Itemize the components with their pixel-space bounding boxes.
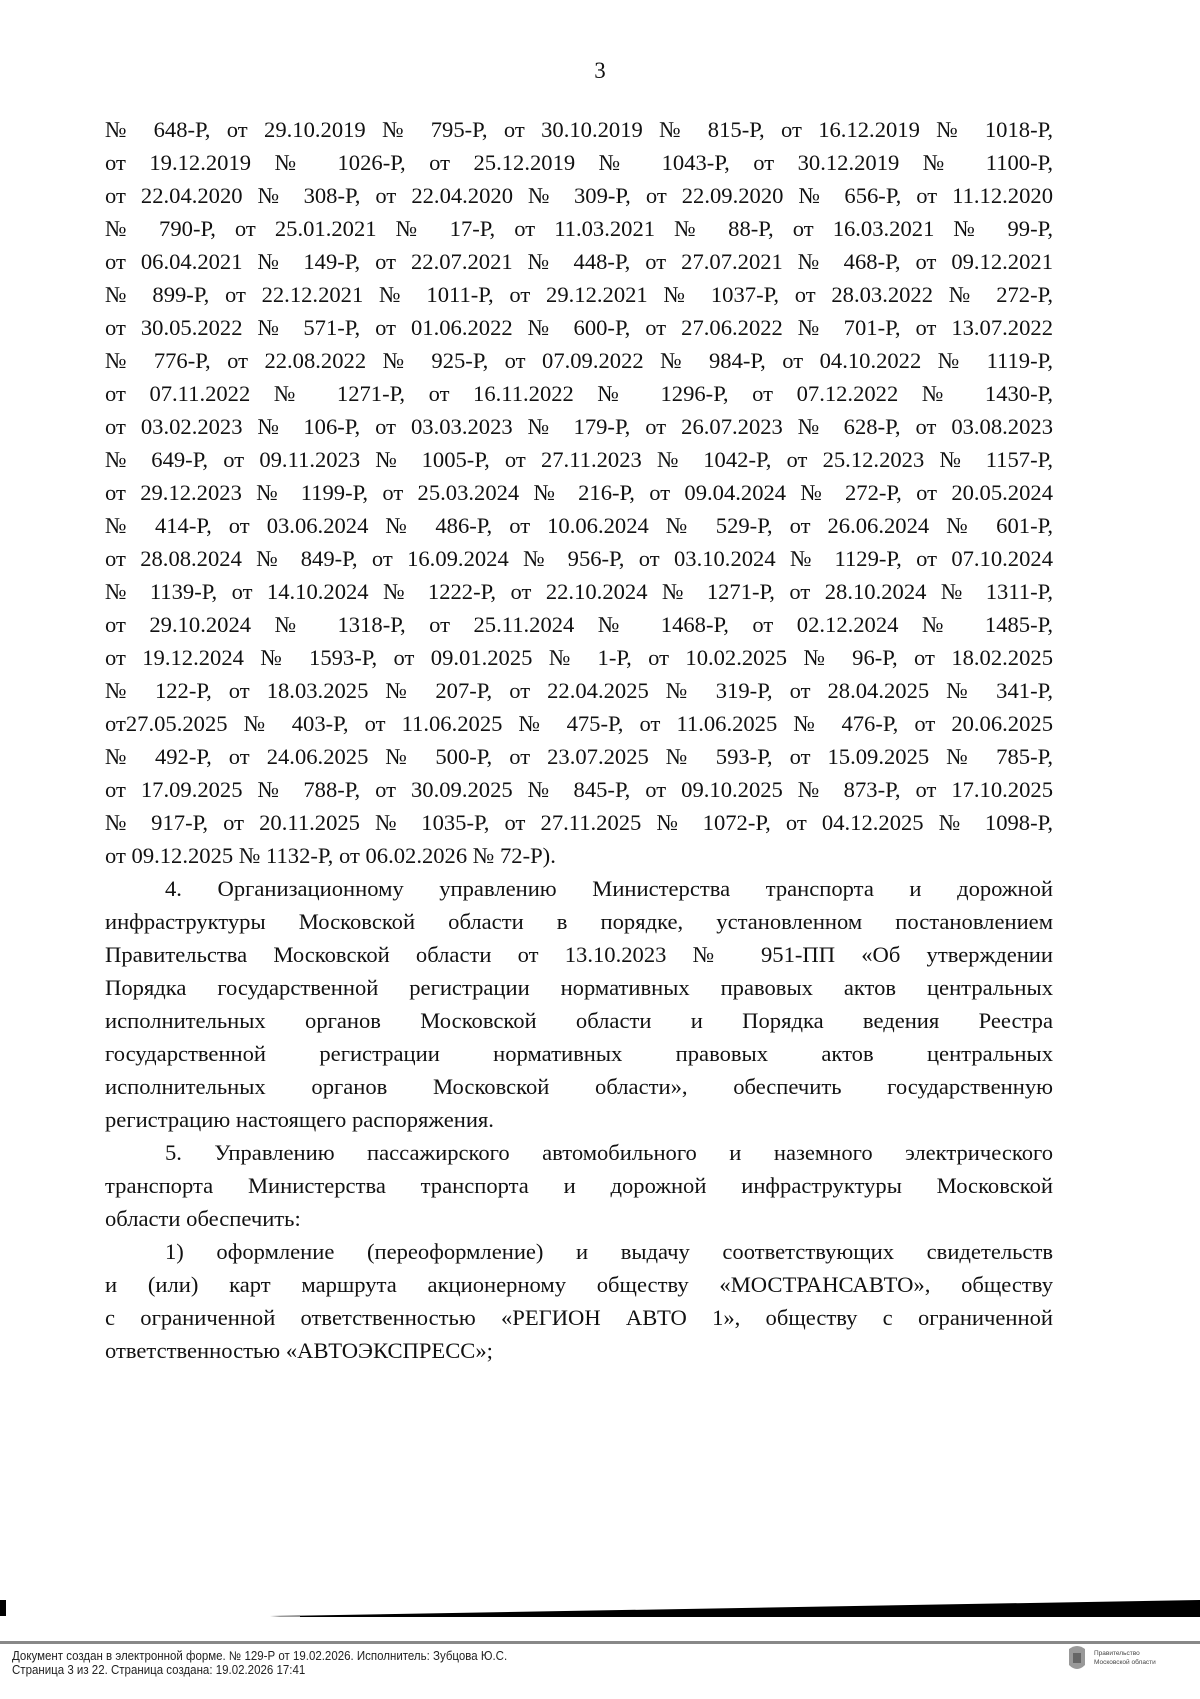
paragraph xyxy=(105,1136,1053,1235)
text-line: от 07.11.2022 № 1271-Р, от 16.11.2022 № 1296-Р, от 07.12.2022 № 1430-Р, xyxy=(105,381,1053,406)
text-line: 4. Организационному управлению Министерства транспорта и дорожной xyxy=(165,876,1053,901)
page-number: 3 xyxy=(594,58,606,83)
text-line: от 19.12.2019 № 1026-Р, от 25.12.2019 № 1043-Р, от 30.12.2019 № 1100-Р, xyxy=(105,150,1053,175)
text-line: исполнительных органов Московской области», обеспечить государственную xyxy=(105,1074,1053,1099)
footer xyxy=(12,1649,507,1677)
text-line: с ограниченной ответственностью «РЕГИОН АВТО 1», обществу с ограниченной xyxy=(105,1305,1053,1330)
text-line: № 414-Р, от 03.06.2024 № 486-Р, от 10.06.2024 № 529-Р, от 26.06.2024 № 601-Р, xyxy=(105,513,1053,538)
text-line: от 19.12.2024 № 1593-Р, от 09.01.2025 № 1-Р, от 10.02.2025 № 96-Р, от 18.02.2025 xyxy=(105,645,1053,670)
text-line: от 29.12.2023 № 1199-Р, от 25.03.2024 № 216-Р, от 09.04.2024 № 272-Р, от 20.05.2024 xyxy=(105,480,1053,505)
text-line: от 09.12.2025 № 1132-Р, от 06.02.2026 № 72-Р). xyxy=(105,843,556,868)
text-line: от27.05.2025 № 403-Р, от 11.06.2025 № 475-Р, от 11.06.2025 № 476-Р, от 20.06.2025 xyxy=(105,711,1053,736)
footer-divider xyxy=(0,1641,1200,1644)
text-line: от 30.05.2022 № 571-Р, от 01.06.2022 № 600-Р, от 27.06.2022 № 701-Р, от 13.07.2022 xyxy=(105,315,1053,340)
text-line: № 1139-Р, от 14.10.2024 № 1222-Р, от 22.10.2024 № 1271-Р, от 28.10.2024 № 1311-Р, xyxy=(105,579,1053,604)
paragraph xyxy=(105,1235,1053,1367)
scan-artifact xyxy=(0,1600,1200,1630)
text-line: № 899-Р, от 22.12.2021 № 1011-Р, от 29.12.2021 № 1037-Р, от 28.03.2022 № 272-Р, xyxy=(105,282,1053,307)
text-line: № 122-Р, от 18.03.2025 № 207-Р, от 22.04.2025 № 319-Р, от 28.04.2025 № 341-Р, xyxy=(105,678,1053,703)
text-line: и (или) карт маршрута акционерному обществу «МОСТРАНСАВТО», обществу xyxy=(105,1272,1053,1297)
text-line: от 17.09.2025 № 788-Р, от 30.09.2025 № 845-Р, от 09.10.2025 № 873-Р, от 17.10.2025 xyxy=(105,777,1053,802)
text-line: № 790-Р, от 25.01.2021 № 17-Р, от 11.03.2021 № 88-Р, от 16.03.2021 № 99-Р, xyxy=(105,216,1053,241)
text-line: № 776-Р, от 22.08.2022 № 925-Р, от 07.09.2022 № 984-Р, от 04.10.2022 № 1119-Р, xyxy=(105,348,1053,373)
text-line: от 03.02.2023 № 106-Р, от 03.03.2023 № 179-Р, от 26.07.2023 № 628-Р, от 03.08.2023 xyxy=(105,414,1053,439)
text-line: области обеспечить: xyxy=(105,1206,301,1231)
text-line: от 28.08.2024 № 849-Р, от 16.09.2024 № 956-Р, от 03.10.2024 № 1129-Р, от 07.10.2024 xyxy=(105,546,1053,571)
footer-page-info: Страница 3 из 22. Страница создана: 19.02.2026 17:41 xyxy=(12,1663,306,1677)
paragraph xyxy=(105,113,1053,872)
text-line: регистрацию настоящего распоряжения. xyxy=(105,1107,494,1132)
text-line: № 492-Р, от 24.06.2025 № 500-Р, от 23.07.2025 № 593-Р, от 15.09.2025 № 785-Р, xyxy=(105,744,1053,769)
logo-text-line: Правительство xyxy=(1094,1650,1140,1657)
text-line: от 29.10.2024 № 1318-Р, от 25.11.2024 № 1468-Р, от 02.12.2024 № 1485-Р, xyxy=(105,612,1053,637)
text-line: от 22.04.2020 № 308-Р, от 22.04.2020 № 309-Р, от 22.09.2020 № 656-Р, от 11.12.2020 xyxy=(105,183,1053,208)
text-line: исполнительных органов Московской области и Порядка ведения Реестра xyxy=(105,1008,1053,1033)
text-line: государственной регистрации нормативных правовых актов центральных xyxy=(105,1041,1053,1066)
text-line: 5. Управлению пассажирского автомобильного и наземного электрического xyxy=(165,1140,1053,1165)
text-line: № 648-Р, от 29.10.2019 № 795-Р, от 30.10.2019 № 815-Р, от 16.12.2019 № 1018-Р, xyxy=(105,117,1053,142)
logo-text-line: Московской области xyxy=(1094,1659,1156,1666)
text-line: № 649-Р, от 09.11.2023 № 1005-Р, от 27.11.2023 № 1042-Р, от 25.12.2023 № 1157-Р, xyxy=(105,447,1053,472)
text-line: транспорта Министерства транспорта и дорожной инфраструктуры Московской xyxy=(105,1173,1053,1198)
text-line: Порядка государственной регистрации нормативных правовых актов центральных xyxy=(105,975,1053,1000)
text-line: инфраструктуры Московской области в порядке, установленном постановлением xyxy=(105,909,1053,934)
text-line: от 06.04.2021 № 149-Р, от 22.07.2021 № 448-Р, от 27.07.2021 № 468-Р, от 09.12.2021 xyxy=(105,249,1053,274)
text-line: Правительства Московской области от 13.10.2023 № 951-ПП «Об утверждении xyxy=(105,942,1053,967)
paragraph xyxy=(105,872,1053,1136)
text-line: ответственностью «АВТОЭКСПРЕСС»; xyxy=(105,1338,493,1363)
government-logo xyxy=(1066,1643,1156,1673)
text-line: № 917-Р, от 20.11.2025 № 1035-Р, от 27.11.2025 № 1072-Р, от 04.12.2025 № 1098-Р, xyxy=(105,810,1053,835)
coat-of-arms-icon xyxy=(1066,1643,1088,1673)
text-line: 1) оформление (переоформление) и выдачу соответствующих свидетельств xyxy=(165,1239,1053,1264)
document-body xyxy=(105,113,1053,1367)
footer-document-info: Документ создан в электронной форме. № 129-Р от 19.02.2026. Исполнитель: Зубцова Ю.С. xyxy=(12,1649,508,1663)
